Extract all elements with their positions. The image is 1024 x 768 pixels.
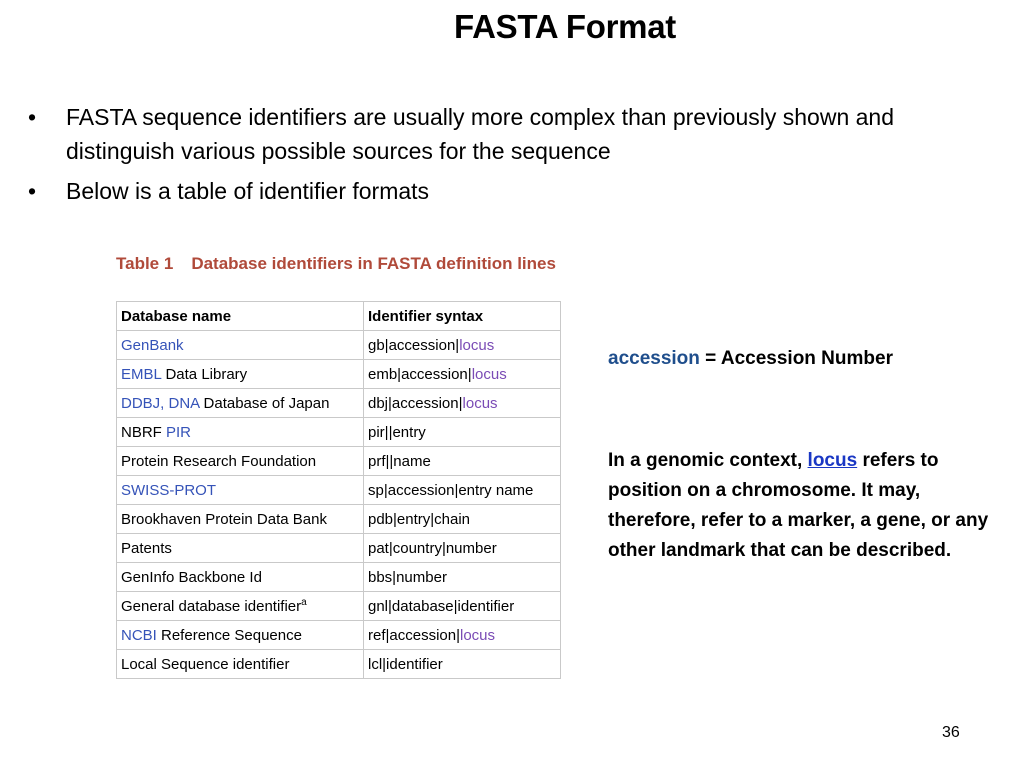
locus-note-body: refers to position on a chromosome. It may, therefore, refer to a marker, a gene, or any other landmark that can be described. <box>608 450 989 561</box>
identifier-syntax-cell <box>364 563 561 592</box>
identifier-syntax-cell <box>364 621 561 650</box>
identifier-syntax-cell <box>364 476 561 505</box>
database-name-cell <box>117 476 364 505</box>
database-name-cell <box>117 505 364 534</box>
database-link[interactable]: PIR <box>166 423 192 441</box>
table-caption-text: Database identifiers in FASTA definition lines <box>191 254 556 273</box>
database-link[interactable]: EMBL <box>121 365 162 383</box>
table-caption-number: Table 1 <box>116 254 174 273</box>
accession-term: accession <box>608 348 700 369</box>
locus-table-link[interactable]: locus <box>471 365 507 383</box>
database-name-text: Local Sequence identifier <box>121 655 290 673</box>
database-name-text: GenInfo Backbone Id <box>121 568 262 586</box>
table-row <box>117 476 561 505</box>
identifier-syntax-cell <box>364 360 561 389</box>
identifier-syntax-cell <box>364 505 561 534</box>
identifier-syntax-text: ref|accession| <box>368 626 460 644</box>
identifier-syntax-cell <box>364 592 561 621</box>
table-row <box>117 360 561 389</box>
identifier-syntax-cell <box>364 389 561 418</box>
table-row <box>117 418 561 447</box>
database-name-text: Brookhaven Protein Data Bank <box>121 510 327 528</box>
locus-note-intro: In a genomic context, <box>608 450 808 471</box>
bullet-list <box>28 100 1008 214</box>
bullet-dot: • <box>28 178 37 204</box>
header-identifier-syntax: Identifier syntax <box>364 302 561 331</box>
identifier-syntax-cell <box>364 650 561 679</box>
database-name-text: Protein Research Foundation <box>121 452 317 470</box>
locus-note <box>608 446 998 566</box>
identifier-syntax-text: lcl|identifier <box>368 655 443 673</box>
table-row <box>117 389 561 418</box>
identifier-syntax-text: sp|accession|entry name <box>368 481 534 499</box>
identifier-syntax-text: bbs|number <box>368 568 447 586</box>
footnote-marker: a <box>301 597 307 608</box>
identifier-syntax-text: dbj|accession| <box>368 394 463 412</box>
bullet-text: FASTA sequence identifiers are usually more complex than previously shown and distinguish various possible sources for the sequence <box>66 104 895 164</box>
database-name-cell <box>117 563 364 592</box>
table-header-row <box>117 302 561 331</box>
slide-title: FASTA Format <box>454 8 676 45</box>
database-name-text: Database of Japan <box>199 394 330 412</box>
locus-table-link[interactable]: locus <box>462 394 498 412</box>
bullet-dot: • <box>28 104 37 130</box>
locus-table-link[interactable]: locus <box>460 626 496 644</box>
database-name-cell <box>117 592 364 621</box>
database-name-cell <box>117 621 364 650</box>
accession-definition: = Accession Number <box>699 348 893 369</box>
identifier-syntax-text: prf||name <box>368 452 431 470</box>
table-row <box>117 505 561 534</box>
identifier-syntax-text: pir||entry <box>368 423 426 441</box>
bullet-item <box>28 100 1008 168</box>
table-row <box>117 563 561 592</box>
page-number: 36 <box>942 724 960 741</box>
header-database-name: Database name <box>117 302 364 331</box>
database-name-cell <box>117 650 364 679</box>
database-name-cell <box>117 447 364 476</box>
identifier-syntax-cell <box>364 331 561 360</box>
bullet-item <box>28 174 1008 208</box>
table-row <box>117 650 561 679</box>
database-name-cell <box>117 331 364 360</box>
identifier-syntax-text: pdb|entry|chain <box>368 510 471 528</box>
database-name-cell <box>117 389 364 418</box>
identifier-syntax-text: gnl|database|identifier <box>368 597 515 615</box>
identifier-syntax-text: emb|accession| <box>368 365 472 383</box>
bullet-text: Below is a table of identifier formats <box>66 178 430 204</box>
accession-note <box>608 348 893 370</box>
locus-link[interactable]: locus <box>807 450 858 471</box>
table-row <box>117 621 561 650</box>
database-name-cell <box>117 360 364 389</box>
identifier-table <box>116 301 561 679</box>
database-name-text: Data Library <box>161 365 248 383</box>
table-row <box>117 592 561 621</box>
database-name-text: General database identifier <box>121 598 302 615</box>
database-name-text: Reference Sequence <box>156 626 302 644</box>
database-link[interactable]: SWISS-PROT <box>121 481 217 499</box>
table-row <box>117 331 561 360</box>
locus-table-link[interactable]: locus <box>459 336 495 354</box>
table-row <box>117 447 561 476</box>
database-name-text: Patents <box>121 539 172 557</box>
table-caption <box>116 254 556 274</box>
database-name-cell <box>117 534 364 563</box>
identifier-syntax-text: gb|accession| <box>368 336 460 354</box>
table-row <box>117 534 561 563</box>
identifier-syntax-cell <box>364 534 561 563</box>
database-name-cell <box>117 418 364 447</box>
identifier-syntax-cell <box>364 418 561 447</box>
database-name-text: NBRF <box>121 423 166 441</box>
identifier-syntax-cell <box>364 447 561 476</box>
identifier-syntax-text: pat|country|number <box>368 539 497 557</box>
database-link[interactable]: DDBJ, DNA <box>121 394 200 412</box>
database-link[interactable]: NCBI <box>121 626 157 644</box>
database-link[interactable]: GenBank <box>121 336 184 354</box>
